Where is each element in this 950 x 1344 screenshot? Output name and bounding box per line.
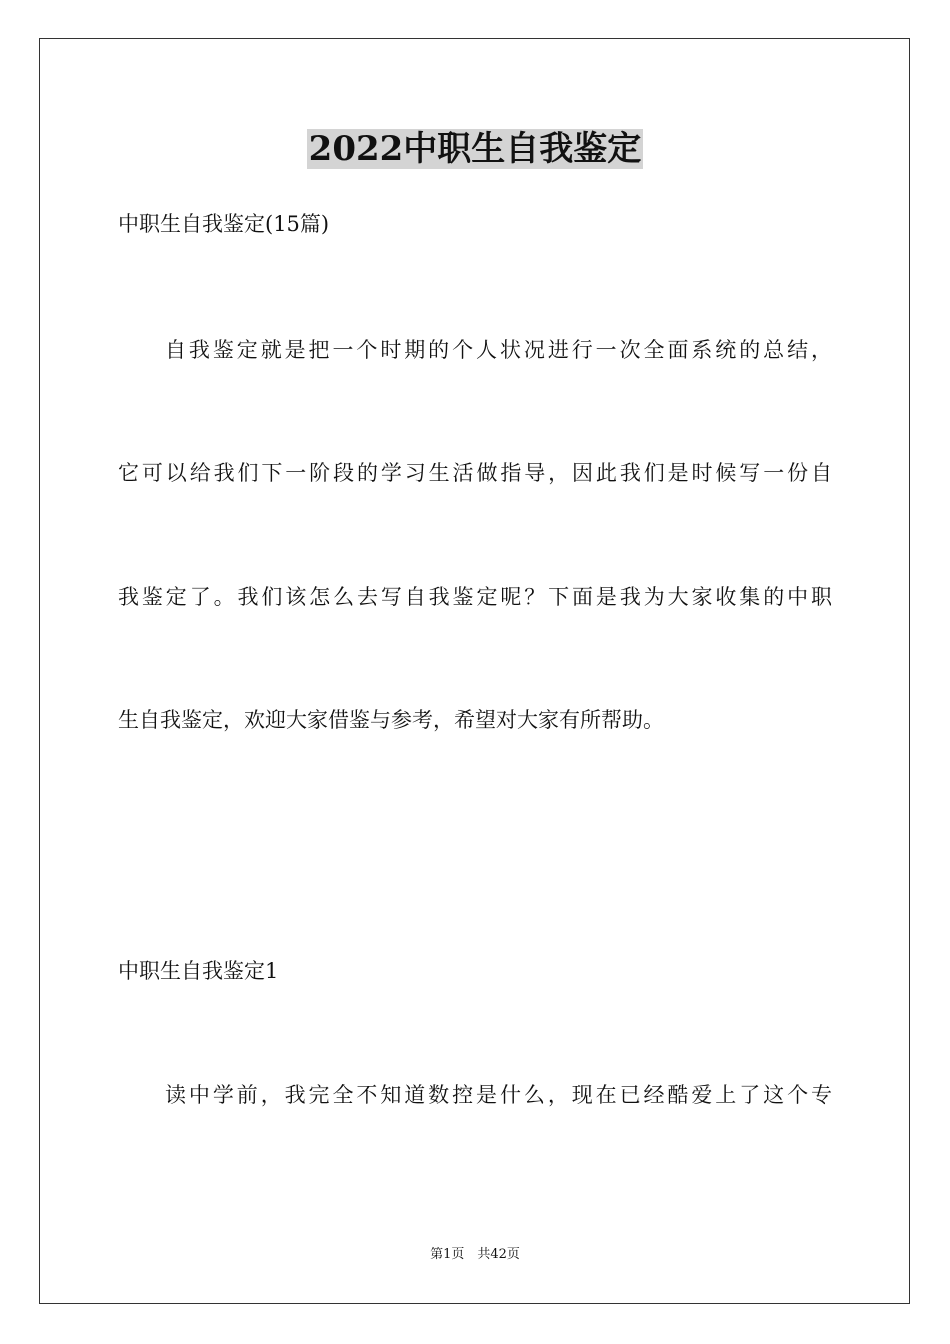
document-subtitle: 中职生自我鉴定(15篇): [118, 212, 330, 236]
section-heading: 中职生自我鉴定1: [118, 959, 279, 983]
page-number-footer: 第1页 共42页: [430, 1247, 520, 1262]
intro-line-1: 自我鉴定就是把一个时期的个人状况进行一次全面系统的总结，: [165, 338, 832, 362]
document-title: [0, 126, 950, 172]
intro-line-2: 它可以给我们下一阶段的学习生活做指导，因此我们是时候写一份自: [118, 461, 832, 485]
intro-line-3: 我鉴定了。我们该怎么去写自我鉴定呢？下面是我为大家收集的中职: [118, 585, 832, 609]
document-title-text: 2022中职生自我鉴定: [308, 129, 642, 169]
intro-line-4: 生自我鉴定，欢迎大家借鉴与参考，希望对大家有所帮助。: [118, 708, 664, 732]
section-first-line: 读中学前，我完全不知道数控是什么，现在已经酷爱上了这个专: [165, 1083, 832, 1107]
